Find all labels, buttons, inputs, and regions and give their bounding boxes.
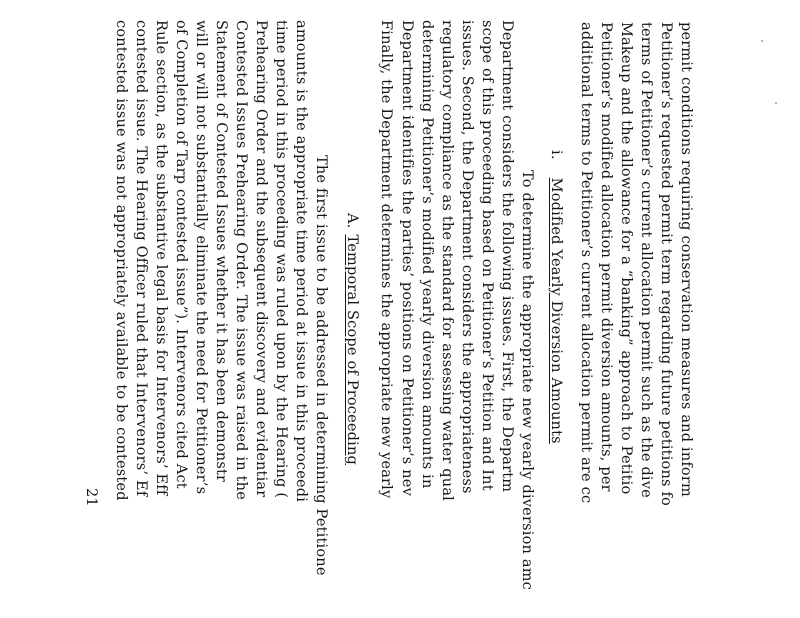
text-line: Petitioner’s requested permit term regarding future petitions fo [657,22,674,506]
text-line: time period in this proceeding was ruled upon by the Hearing ( [272,20,289,499]
text-line: will or will not substantially eliminate the need for Petitioner’s [192,20,209,495]
section-heading-a [344,213,359,465]
text-line: of Completion of Tarp contested issue”). Intervenors cited Act [172,20,189,489]
text-line: Department identifies the parties’ positions on Petitioner’s nev [398,20,415,496]
text-line: Petitioner’s modified allocation permit diversion amounts, per [597,22,614,492]
scan-speck [775,102,777,104]
heading-number: A. [343,213,360,229]
text-line: Prehearing Order and the subsequent discovery and evidentiar [252,20,269,498]
text-line: The first issue to be addressed in determining Petitione [312,155,329,576]
section-heading-i [548,150,563,444]
heading-title: Temporal Scope of Proceeding [343,234,360,465]
page-number: 21 [82,488,99,507]
text-line: Contested Issues Prehearing Order. The issue was raised in the [232,20,249,500]
text-line: issues. Second, the Department considers the appropriateness [458,20,475,494]
heading-title: Modified Yearly Diversion Amounts [547,177,564,444]
text-line: determining Petitioner’s modified yearly diversion amounts in [418,20,435,489]
text-line: terms of Petitioner’s current allocation permit such as the dive [637,22,654,498]
text-line: Department considers the following issues. First, the Departm [498,20,515,493]
text-line: regulatory compliance as the standard for assessing water qual [438,20,455,502]
text-line: scope of this proceeding based on Petitioner’s Petition and Int [478,20,495,491]
text-line: Makeup and the allowance for a “banking” approach to Petitio [617,22,634,495]
text-line: To determine the appropriate new yearly diversion amc [518,170,535,590]
heading-number: i. [547,150,564,160]
text-line: Rule section, as the substantive legal basis for Intervenors’ Eff [152,20,169,496]
scan-speck [761,40,763,42]
text-line: Statement of Contested Issues whether it has been demonstr [212,20,229,483]
text-line: Finally, the Department determines the appropriate new yearly [377,20,394,499]
text-line: contested issue was not appropriately available to be contested [112,20,129,501]
text-line: permit conditions requiring conservation measures and inform [677,22,694,497]
text-line: additional terms to Petitioner’s current allocation permit are cc [577,22,594,504]
text-line: contested issue. The Hearing Officer ruled that Intervenors’ Ef [132,20,149,497]
text-line: amounts is the appropriate time period at issue in this proceedi [292,20,309,503]
